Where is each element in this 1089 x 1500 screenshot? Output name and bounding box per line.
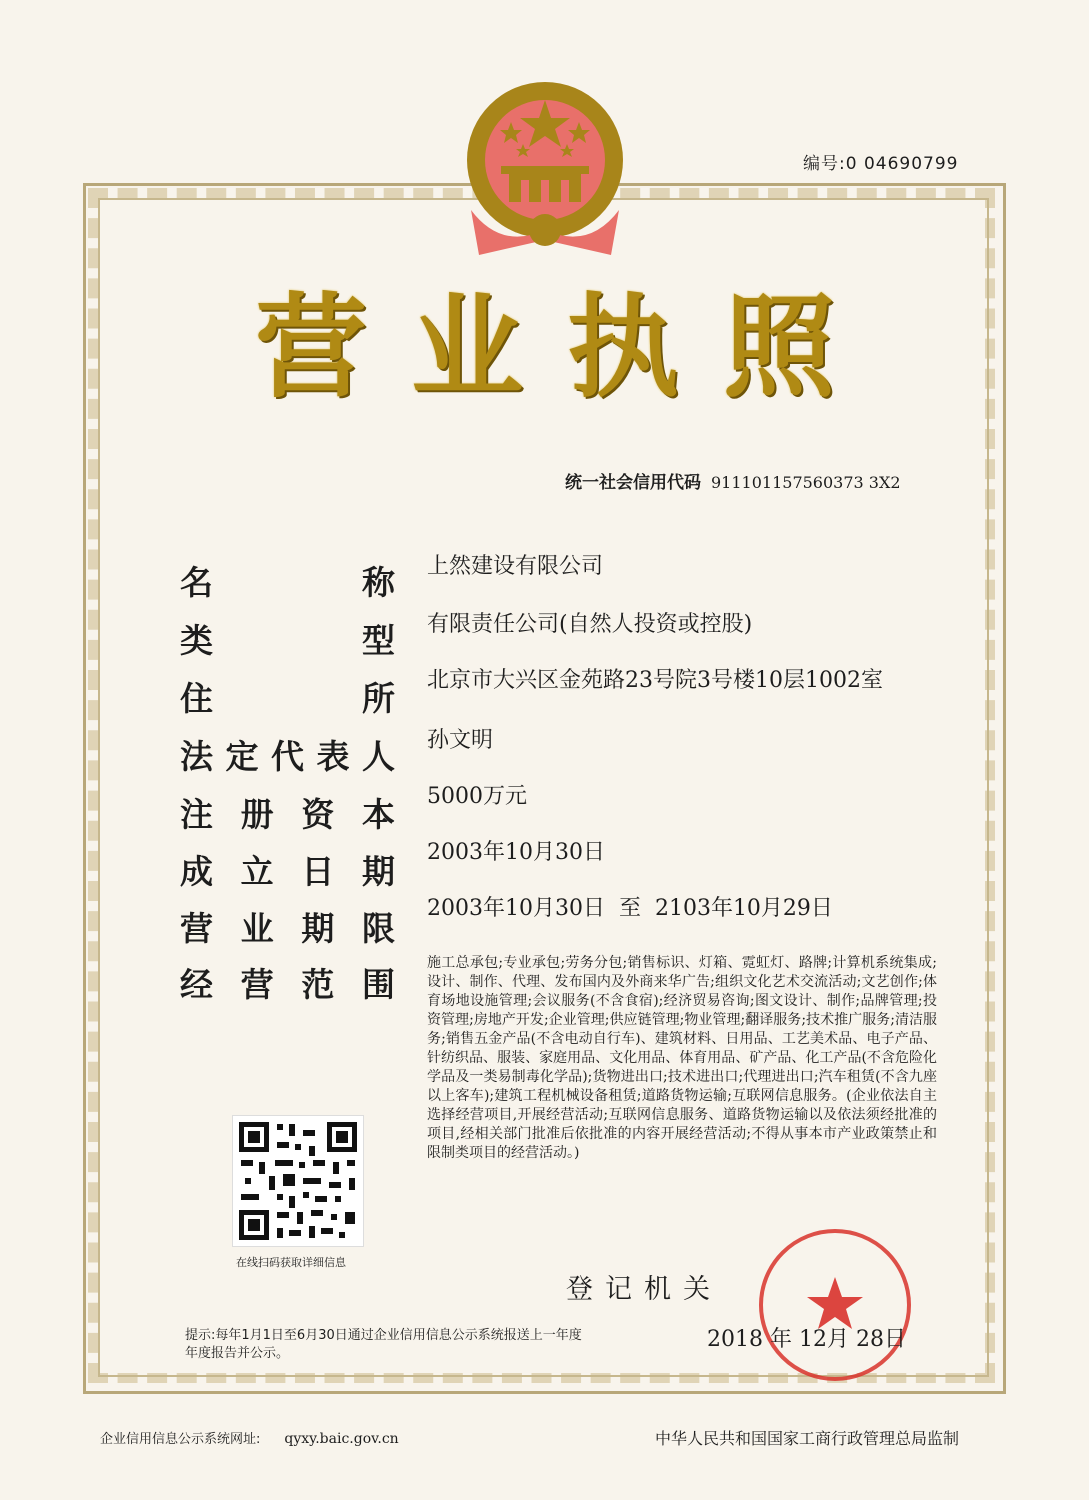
label-char: 所 [362, 679, 395, 718]
label-char: 营 [180, 909, 213, 948]
label-char: 代 [271, 737, 304, 776]
label-char: 限 [361, 909, 395, 948]
label-char: 营 [240, 965, 274, 1004]
label-char: 经 [180, 965, 213, 1004]
label-char: 表 [316, 737, 350, 776]
label-char: 注 [180, 795, 213, 834]
issue-date: 2018 年 12月 28日 [707, 1327, 906, 1352]
field-label-legal-rep [180, 737, 395, 776]
footer-site-label: 企业信用信息公示系统网址: [100, 1432, 261, 1447]
official-seal-icon [755, 1225, 915, 1385]
registration-authority-label: 登记机关 [566, 1274, 722, 1305]
label-char: 名 [180, 563, 213, 602]
annual-report-tip: 提示:每年1月1日至6月30日通过企业信用信息公示系统报送上一年度年度报告并公示。 [185, 1328, 582, 1361]
label-char: 期 [301, 909, 335, 948]
company-name-value: 上然建设有限公司 [427, 554, 604, 579]
label-char: 围 [361, 965, 395, 1004]
label-char: 资 [301, 795, 335, 834]
credit-code [565, 468, 901, 493]
footer-supervisor: 中华人民共和国国家工商行政管理总局监制 [655, 1429, 960, 1448]
label-char: 型 [362, 621, 395, 660]
address-value: 北京市大兴区金苑路23号院3号楼10层1002室 [427, 668, 883, 693]
field-label-capital [180, 795, 395, 834]
qr-caption: 在线扫码获取详细信息 [236, 1256, 346, 1269]
label-char: 日 [301, 852, 335, 891]
business-scope: 施工总承包;专业承包;劳务分包;销售标识、灯箱、霓虹灯、路牌;计算机系统集成;设计、制作、代理、发布国内及外商来华广告;组织文化艺术交流活动;文艺创作;体育场地设施管理;会议服务(不含食宿);经济贸易咨询;图文设计、制作;品牌管理;投资管理;房地产开发;企业管理;供应链管理;物业管理;翻译服务;技术推广服务;清洁服务;销售五金产品(不含电动自行车)、建筑材料、日用品、工艺美术品、电子产品、针纺织品、服装、家庭用品、文化用品、体育用品、矿产品、化工产品(不含危险化学品及一类易制毒化学品);货物进出口;技术进出口;代理进出口;汽车租赁(不含九座以上客车);建筑工程机械设备租赁;道路货物运输;互联网信息服务。(企业依法自主选择经营项目,开展经营活动;互联网信息服务、道路货物运输以及依法须经批准的项目,经相关部门批准后依批准的内容开展经营活动;不得从事本市产业政策禁止和限制类项目的经营活动。) [427, 955, 937, 1161]
field-label-scope [180, 965, 395, 1004]
title-char: 营 [255, 282, 367, 413]
company-type-value: 有限责任公司(自然人投资或控股) [427, 612, 753, 637]
label-char: 期 [361, 852, 395, 891]
term-value: 2003年10月30日 至 2103年10月29日 [427, 896, 833, 921]
label-char: 定 [225, 737, 259, 776]
title-char: 照 [723, 282, 835, 413]
field-label-address [180, 679, 395, 718]
label-char: 类 [180, 621, 213, 660]
footer-website [100, 1428, 399, 1447]
field-label-founded [180, 852, 395, 891]
field-label-term [180, 909, 395, 948]
label-char: 本 [361, 795, 395, 834]
label-char: 称 [362, 563, 395, 602]
label-char: 册 [240, 795, 274, 834]
field-label-name [180, 563, 395, 602]
footer-site-url[interactable]: qyxy.baic.gov.cn [284, 1431, 399, 1447]
title-char: 业 [411, 282, 523, 413]
label-char: 范 [301, 965, 335, 1004]
label-char: 成 [180, 852, 213, 891]
label-char: 法 [180, 737, 213, 776]
founded-value: 2003年10月30日 [427, 840, 605, 865]
label-char: 住 [180, 679, 213, 718]
serial-number: 编号:0 04690799 [803, 154, 959, 174]
label-char: 业 [240, 909, 274, 948]
qr-code-icon[interactable] [232, 1115, 364, 1247]
national-emblem-icon [441, 80, 649, 258]
label-char: 人 [362, 737, 395, 776]
field-label-type [180, 621, 395, 660]
legal-rep-value: 孙文明 [427, 728, 494, 753]
credit-code-value: 911101157560373 3X2 [711, 473, 901, 492]
title-char: 执 [567, 282, 679, 413]
capital-value: 5000万元 [427, 784, 527, 809]
page-title [255, 282, 835, 413]
label-char: 立 [240, 852, 274, 891]
credit-code-label: 统一社会信用代码 [565, 473, 701, 493]
